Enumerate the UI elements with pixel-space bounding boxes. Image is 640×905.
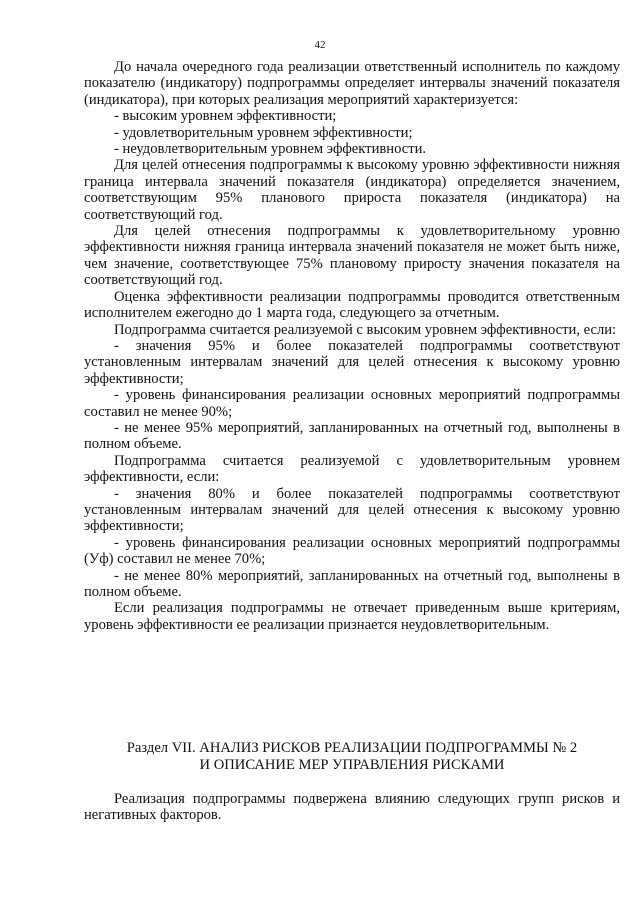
paragraph-intro: До начала очередного года реализации ответственный исполнитель по каждому показателю (индикатору) подпрограммы определяет интервалы значений показателя (индикатора), при которых реализация мероприятий характеризуется:: [84, 59, 620, 108]
list-item-high-efficiency: - высоким уровнем эффективности;: [114, 108, 337, 125]
list-item-satisfactory-activities: - не менее 80% мероприятий, запланированных на отчетный год, выполнены в полном объеме.: [84, 567, 620, 600]
section-heading: [84, 740, 620, 773]
document-body: [84, 59, 620, 633]
section-heading-line-2: И ОПИСАНИЕ МЕР УПРАВЛЕНИЯ РИСКАМИ: [199, 756, 505, 773]
paragraph-risks-intro: Реализация подпрограммы подвержена влиянию следующих групп рисков и негативных факторов.: [84, 791, 620, 824]
list-item-high-activities: - не менее 95% мероприятий, запланированных на отчетный год, выполнены в полном объеме.: [84, 419, 620, 453]
list-item-satisfactory-funding: - уровень финансирования реализации основных мероприятий подпрограммы (Уф) составил не менее 70%;: [84, 534, 620, 568]
list-item-high-funding: - уровень финансирования реализации основных мероприятий подпрограммы составил не менее 90%;: [84, 387, 620, 420]
section-heading-line-1: Раздел VII. АНАЛИЗ РИСКОВ РЕАЛИЗАЦИИ ПОДПРОГРАММЫ № 2: [126, 740, 578, 756]
list-item-high-indicators: - значения 95% и более показателей подпрограммы соответствуют установленным интервалам значений для целей отнесения к высокому уровню эффективности;: [84, 337, 620, 387]
list-item-satisfactory-indicators: - значения 80% и более показателей подпрограммы соответствуют установленным интервалам значений для целей отнесения к высокому уровню эффективности;: [84, 485, 620, 535]
paragraph-evaluation-deadline: Оценка эффективности реализации подпрограммы проводится ответственным исполнителем ежегодно до 1 марта года, следующего за отчетным.: [84, 288, 620, 322]
list-item-unsatisfactory-efficiency: - неудовлетворительным уровнем эффективности.: [114, 141, 427, 158]
paragraph-unsatisfactory-conclusion: Если реализация подпрограммы не отвечает приведенным выше критериям, уровень эффективности ее реализации признается неудовлетворительным.: [84, 600, 620, 633]
section-body: [84, 791, 620, 824]
paragraph-high-threshold: Для целей отнесения подпрограммы к высокому уровню эффективности нижняя граница интервала значений показателя (индикатора) определяется значением, соответствующим 95% планового прироста показателя (индикатора) на соответствующий год.: [84, 157, 620, 223]
page-number: 42: [314, 39, 326, 51]
list-item-satisfactory-efficiency: - удовлетворительным уровнем эффективности;: [114, 124, 413, 141]
paragraph-satisfactory-threshold: Для целей отнесения подпрограммы к удовлетворительному уровню эффективности нижняя граница интервала значений показателя не может быть ниже, чем значение, соответствующее 75% плановому приросту значения показателя на соответствующий год.: [84, 223, 620, 289]
paragraph-high-criteria-intro: Подпрограмма считается реализуемой с высоким уровнем эффективности, если:: [114, 321, 617, 338]
paragraph-satisfactory-criteria-intro: Подпрограмма считается реализуемой с удовлетворительным уровнем эффективности, если:: [84, 452, 620, 486]
